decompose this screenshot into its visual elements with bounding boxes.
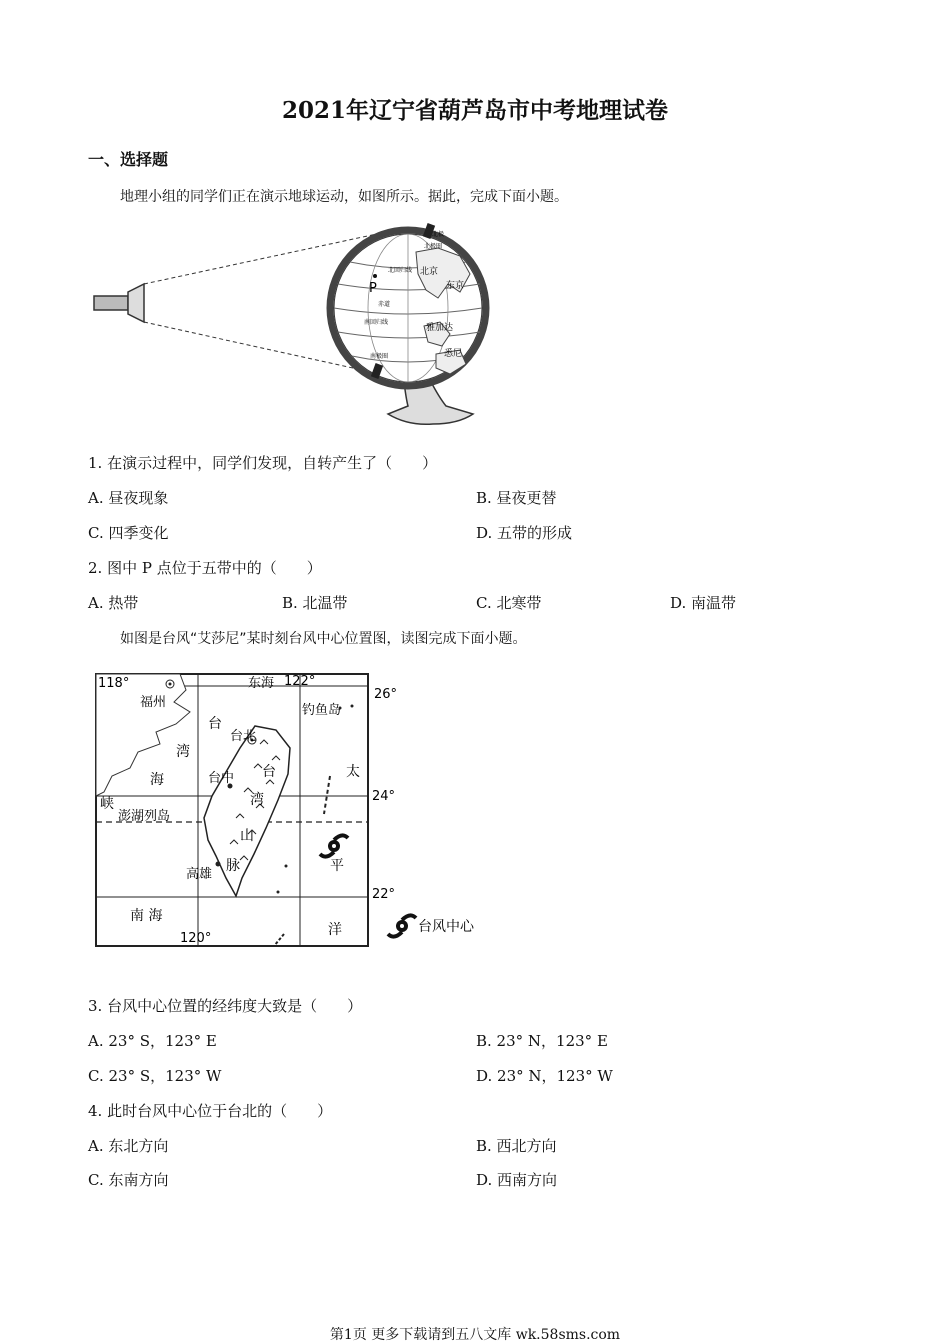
north-pole-label: 北极 <box>432 231 445 238</box>
q1-option-d: D. 五带的形成 <box>476 524 573 542</box>
q3-option-b: B. 23° N，123° E <box>476 1032 608 1050</box>
question-4: 4. 此时台风中心位于台北的（ ） <box>88 1102 333 1120</box>
strait-char-wan: 湾 <box>176 744 190 760</box>
penghu-label: 澎湖列岛 <box>118 809 171 824</box>
lat-26-label: 26° <box>374 687 398 702</box>
taizhong-label: 台中 <box>208 771 235 786</box>
mountain-char-tai: 台 <box>262 764 276 780</box>
tropic-capricorn-label: 南回归线 <box>364 319 389 326</box>
strait-char-tai: 台 <box>208 716 222 732</box>
question-3: 3. 台风中心位置的经纬度大致是（ ） <box>88 997 363 1015</box>
q2-option-d: D. 南温带 <box>670 594 737 612</box>
lon-120-label: 120° <box>180 931 212 946</box>
mountain-char-mai: 脉 <box>226 858 240 874</box>
strait-char-xia: 峡 <box>100 796 114 812</box>
gaoxiong-label: 高雄 <box>186 867 213 882</box>
legend-label: 台风中心 <box>418 919 474 935</box>
intro-text-2: 如图是台风“艾莎尼”某时刻台风中心位置图，读图完成下面小题。 <box>120 631 527 647</box>
q1-option-c: C. 四季变化 <box>88 524 169 542</box>
strait-char-hai: 海 <box>150 772 164 788</box>
tokyo-label: 东京 <box>446 281 465 291</box>
q2-option-b: B. 北温带 <box>282 594 348 612</box>
q4-option-b: B. 西北方向 <box>476 1137 557 1155</box>
nanhai-label: 南 海 <box>130 908 163 924</box>
page-title: 2021年辽宁省葫芦岛市中考地理试卷 <box>281 97 668 124</box>
donghai-label: 东海 <box>248 676 275 691</box>
question-2: 2. 图中 P 点位于五带中的（ ） <box>88 559 322 577</box>
legend-typhoon-icon <box>388 915 416 936</box>
lon-118-label: 118° <box>98 676 130 691</box>
q3-option-a: A. 23° S，123° E <box>88 1032 217 1050</box>
question-1: 1. 在演示过程中，同学们发现，自转产生了（ ） <box>88 454 438 472</box>
q1-option-b: B. 昼夜更替 <box>476 489 557 507</box>
fuzhou-label: 福州 <box>140 695 167 710</box>
jakarta-label: 雅加达 <box>426 323 454 333</box>
flashlight-head <box>128 284 144 322</box>
intro-text-1: 地理小组的同学们正在演示地球运动，如图所示。据此，完成下面小题。 <box>120 189 568 205</box>
q4-option-d: D. 西南方向 <box>476 1171 558 1189</box>
equator-label: 赤道 <box>378 301 391 308</box>
typhoon-map <box>90 668 490 953</box>
lat-22-label: 22° <box>372 887 396 902</box>
q4-option-c: C. 东南方向 <box>88 1171 169 1189</box>
point-p-label: P <box>369 281 377 296</box>
pacific-char-ping: 平 <box>330 858 344 874</box>
pacific-char-yang: 洋 <box>328 922 342 938</box>
flashlight-body <box>94 296 128 310</box>
pacific-char-tai: 太 <box>346 764 360 780</box>
globe-figure <box>88 214 508 434</box>
q2-option-a: A. 热带 <box>88 594 139 612</box>
beijing-label: 北京 <box>420 267 439 277</box>
section-heading: 一、选择题 <box>88 150 169 169</box>
page-footer: 第1页 更多下载请到五八文库 wk.58sms.com <box>329 1327 621 1343</box>
sydney-label: 悉尼 <box>444 349 463 359</box>
lon-122-label: 122° <box>284 674 316 689</box>
diaoyudao-label: 钓鱼岛 <box>302 703 342 718</box>
lat-24-label: 24° <box>372 789 396 804</box>
mountain-char-wan: 湾 <box>250 792 264 808</box>
q3-option-d: D. 23° N，123° W <box>476 1067 613 1085</box>
tropic-cancer-label: 北回归线 <box>388 267 413 274</box>
q2-option-c: C. 北寒带 <box>476 594 542 612</box>
q4-option-a: A. 东北方向 <box>88 1137 169 1155</box>
mountain-char-shan: 山 <box>240 828 254 844</box>
q1-option-a: A. 昼夜现象 <box>88 489 169 507</box>
antarctic-circle-label: 南极圈 <box>370 353 389 360</box>
taipei-label: 台北 <box>230 729 257 744</box>
arctic-circle-label: 北极圈 <box>424 243 443 250</box>
q3-option-c: C. 23° S，123° W <box>88 1067 222 1085</box>
